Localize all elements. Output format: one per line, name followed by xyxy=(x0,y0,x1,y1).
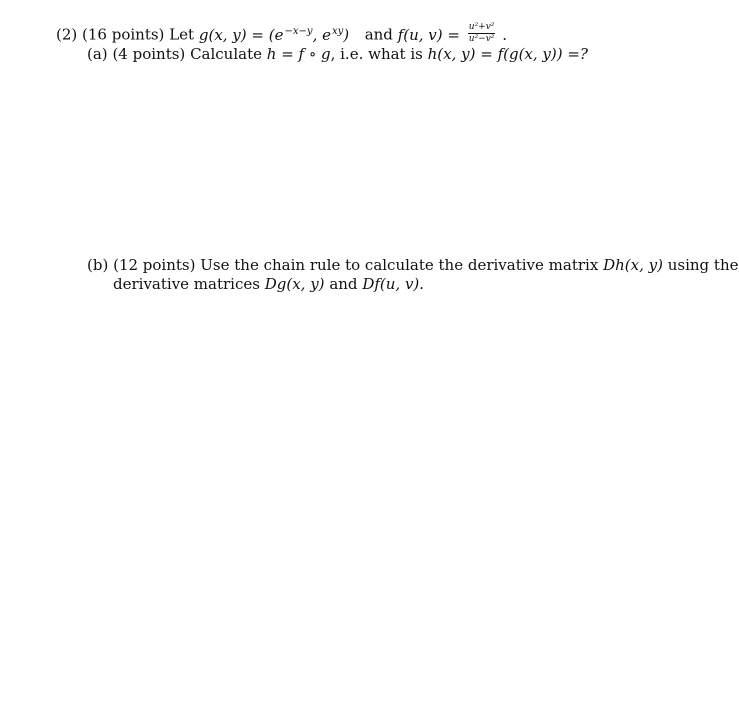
g-rhs-open: (e xyxy=(268,25,284,44)
f-end-dot: . xyxy=(502,25,507,44)
g-exponent-1: −x−y xyxy=(284,25,313,37)
f-lhs: f(u, v) xyxy=(397,25,443,44)
problem-statement-line xyxy=(56,22,507,47)
g-definition xyxy=(199,26,354,44)
part-b-label: (b) xyxy=(87,256,109,274)
g-exponent-2: xy xyxy=(331,25,344,37)
problem-number: (2) xyxy=(56,25,78,44)
part-b-and-word: and xyxy=(329,275,358,293)
part-b-points: (12 points) xyxy=(113,256,196,274)
part-b-dh: Dh(x, y) xyxy=(603,256,663,274)
part-a-label: (a) xyxy=(87,45,108,63)
problem-points: (16 points) xyxy=(82,25,165,44)
part-b-dg: Dg(x, y) xyxy=(264,275,325,293)
g-rhs-close: ) xyxy=(343,25,350,44)
part-a-line xyxy=(87,45,588,64)
g-lhs: g(x, y) xyxy=(198,25,247,44)
part-a-points: (4 points) xyxy=(112,45,186,63)
g-equals: = xyxy=(251,25,264,44)
part-b-line-1 xyxy=(87,256,739,275)
part-b-text-2: using the xyxy=(667,256,739,274)
part-b-end-dot: . xyxy=(419,275,425,293)
f-fraction-numerator: u²+v² xyxy=(468,22,495,32)
part-a-h-composition: h = f ∘ g xyxy=(266,45,331,63)
f-fraction-denominator: u²−v² xyxy=(468,34,495,44)
problem-intro-word: Let xyxy=(169,25,195,44)
part-b-text-1: Use the chain rule to calculate the derivative matrix xyxy=(200,256,599,274)
problem-and-word: and xyxy=(364,25,393,44)
part-a-text-1: Calculate xyxy=(190,45,262,63)
part-a-expression: h(x, y) = f(g(x, y)) =? xyxy=(427,45,588,63)
g-rhs-mid: , e xyxy=(312,25,331,44)
f-equals: = xyxy=(447,25,460,44)
f-fraction xyxy=(468,23,496,44)
part-b-df: Df(u, v) xyxy=(362,275,420,293)
part-b-line-2 xyxy=(113,275,424,294)
part-a-text-2: , i.e. what is xyxy=(330,45,423,63)
part-b-line2-text-1: derivative matrices xyxy=(113,275,260,293)
f-definition xyxy=(397,22,507,44)
